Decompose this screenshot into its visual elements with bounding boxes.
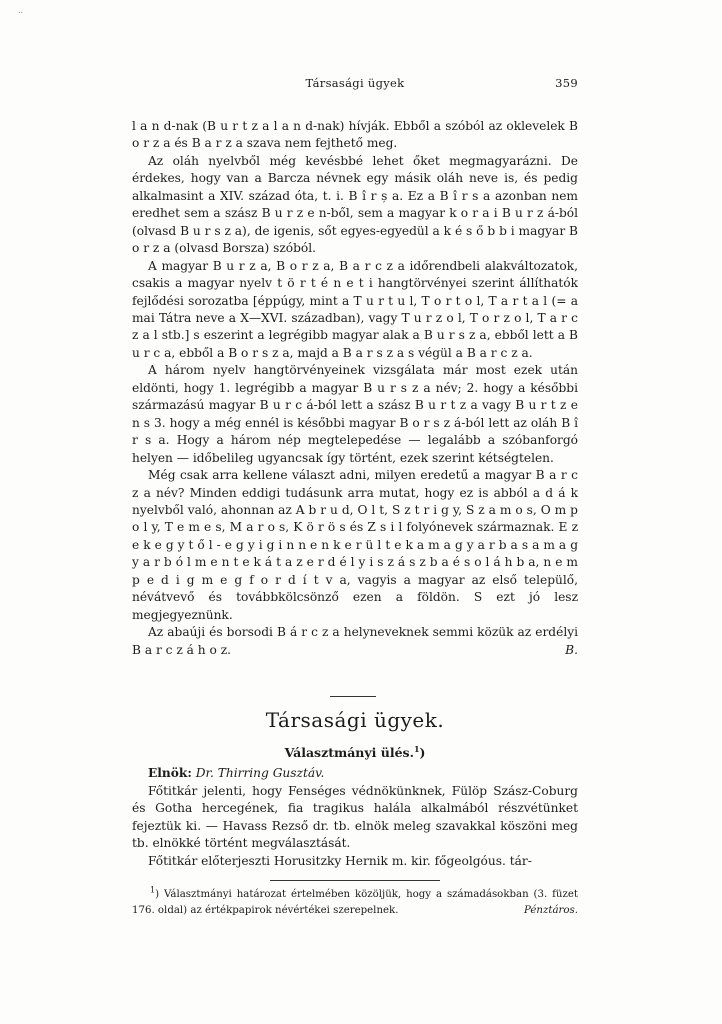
chair-line bbox=[132, 765, 578, 783]
subhead-text: Választmányi ülés. bbox=[284, 745, 414, 760]
footnote: $^1$) Választmányi határozat értelmében közöljük, hogy a számadásokban (3. füzet 176. oldal) az értékpapirok névértékei szerepelnek. Pénztáros. bbox=[132, 887, 578, 919]
scan-mark: .. bbox=[18, 6, 24, 15]
divider bbox=[330, 696, 376, 697]
section-body bbox=[132, 765, 578, 871]
footnote-ref: 1 bbox=[413, 743, 420, 754]
paragraph: Még csak arra kellene választ adni, milyen eredetű a magyar B a r c z a név? Minden eddigi tudásunk arra mutat, hogy ez is abból a d á k nyelvből való, ahonnan az A b r u d, O l t, S z t r i g y, S z a m o s, O m p o l y, T e m e s, M a r o s, K ö r ö s és Z s i l folyónevek származnak. E z e k e g y t ő l - e g y i g i n n e n k e r ü l t e k a m a g y a r b a s a m a g y a r b ó l m e n t e k á t a z e r d é l y i s z á s z b a é s o l á h b a, n e m p e d i g m e g f o r d í t v a, vagyis a magyar az első települő, névátvevő és továbbkölcsönző ezen a földön. S ezt jó lesz megjegyeznünk. bbox=[132, 468, 578, 622]
paragraph: Főtitkár előterjeszti Horusitzky Hernik m. kir. főgeolgóus. tár- bbox=[148, 853, 532, 868]
chair-name: Dr. Thirring Gusztáv. bbox=[195, 766, 325, 780]
paragraph: Az oláh nyelvből még kevésbbé lehet őket megmagyarázni. De érdekes, hogy van a Barcza névnek egy másik oláh neve is, és pedig alkalmasint a XIV. század óta, t. i. B î r ș a. Ez a B î r s a azonban nem eredhet sem a szász B u r z e n-ből, sem a magyar k o r a i B u r z á-ból (olvasd B u r s z a), de igenis, sőt egyes-egyedül a k é s ő b b i magyar B o r z a (olvasd Borsza) szóból. bbox=[132, 153, 578, 256]
paragraph: A magyar B u r z a, B o r z a, B a r c z a időrendbeli alakváltozatok, csakis a magyar nyelv t ö r t é n e t i hangtörvényei szerint állíthatók fejlődési sorozatba [éppúgy, mint a T u r t u l, T o r t o l, T a r t a l (= a mai Tátra neve a X—XVI. században), vagy T u r z o l, T o r z o l, T a r c z a l stb.] s eszerint a legrégibb magyar alak a B u r s z a, ebből lett a B u r c a, ebből a B o r s z a, majd a B a r s z a s végül a B a r c z a. bbox=[132, 258, 578, 360]
section-subhead: Választmányi ülés.$^1$) bbox=[284, 743, 426, 760]
page-number: 359 bbox=[555, 76, 578, 90]
author-signature: B. bbox=[565, 642, 578, 657]
footnote-signature: Pénztáros. bbox=[524, 905, 578, 916]
article-body bbox=[132, 118, 578, 659]
footnote-divider bbox=[270, 880, 440, 881]
paragraph-last bbox=[132, 624, 578, 659]
running-head-title: Társasági ügyek bbox=[305, 76, 405, 90]
footnote-text: Választmányi határozat értelmében közöljük, hogy a számadásokban (3. füzet 176. oldal) az értékpapirok névértékei szerepelnek. bbox=[132, 889, 578, 916]
paragraph-text: Az abaúji és borsodi B á r c z a helyneveknek semmi közük az erdélyi B a r c z á h o z. bbox=[132, 625, 578, 657]
paragraph: Főtitkár jelenti, hogy Fenséges védnökünknek, Fülöp Szász-Coburg és Gotha hercegének, fia tragikus halála alkalmából részvétünket fejeztük ki. — Havass Rezső dr. tb. elnök meleg szavakkal köszöni meg tb. elnökké történt megválasztását. bbox=[132, 783, 578, 851]
paragraph: A három nyelv hangtörvényeinek vizsgálata már most ezek után eldönti, hogy 1. legrégibb a magyar B u r s z a név; 2. hogy a későbbi származású magyar B u r c á-ból lett a szász B u r t z a vagy B u r t z e n s 3. hogy a még ennél is későbbi magyar B o r s z á-ból lett az oláh B î r s a. Hogy a három nép megtelepedése — legalább a szóbanforgó helyen — időbelileg ugyancsak így történt, ezek szerint kétségtelen. bbox=[132, 363, 578, 465]
section-title: Társasági ügyek. bbox=[265, 708, 445, 732]
paragraph: l a n d-nak (B u r t z a l a n d-nak) hívják. Ebből a szóból az oklevelek B o r z a és B a r z a szava nem fejthető meg. bbox=[132, 119, 578, 151]
footnote-marker: 1 bbox=[150, 885, 156, 895]
chair-label: Elnök: bbox=[148, 766, 192, 780]
